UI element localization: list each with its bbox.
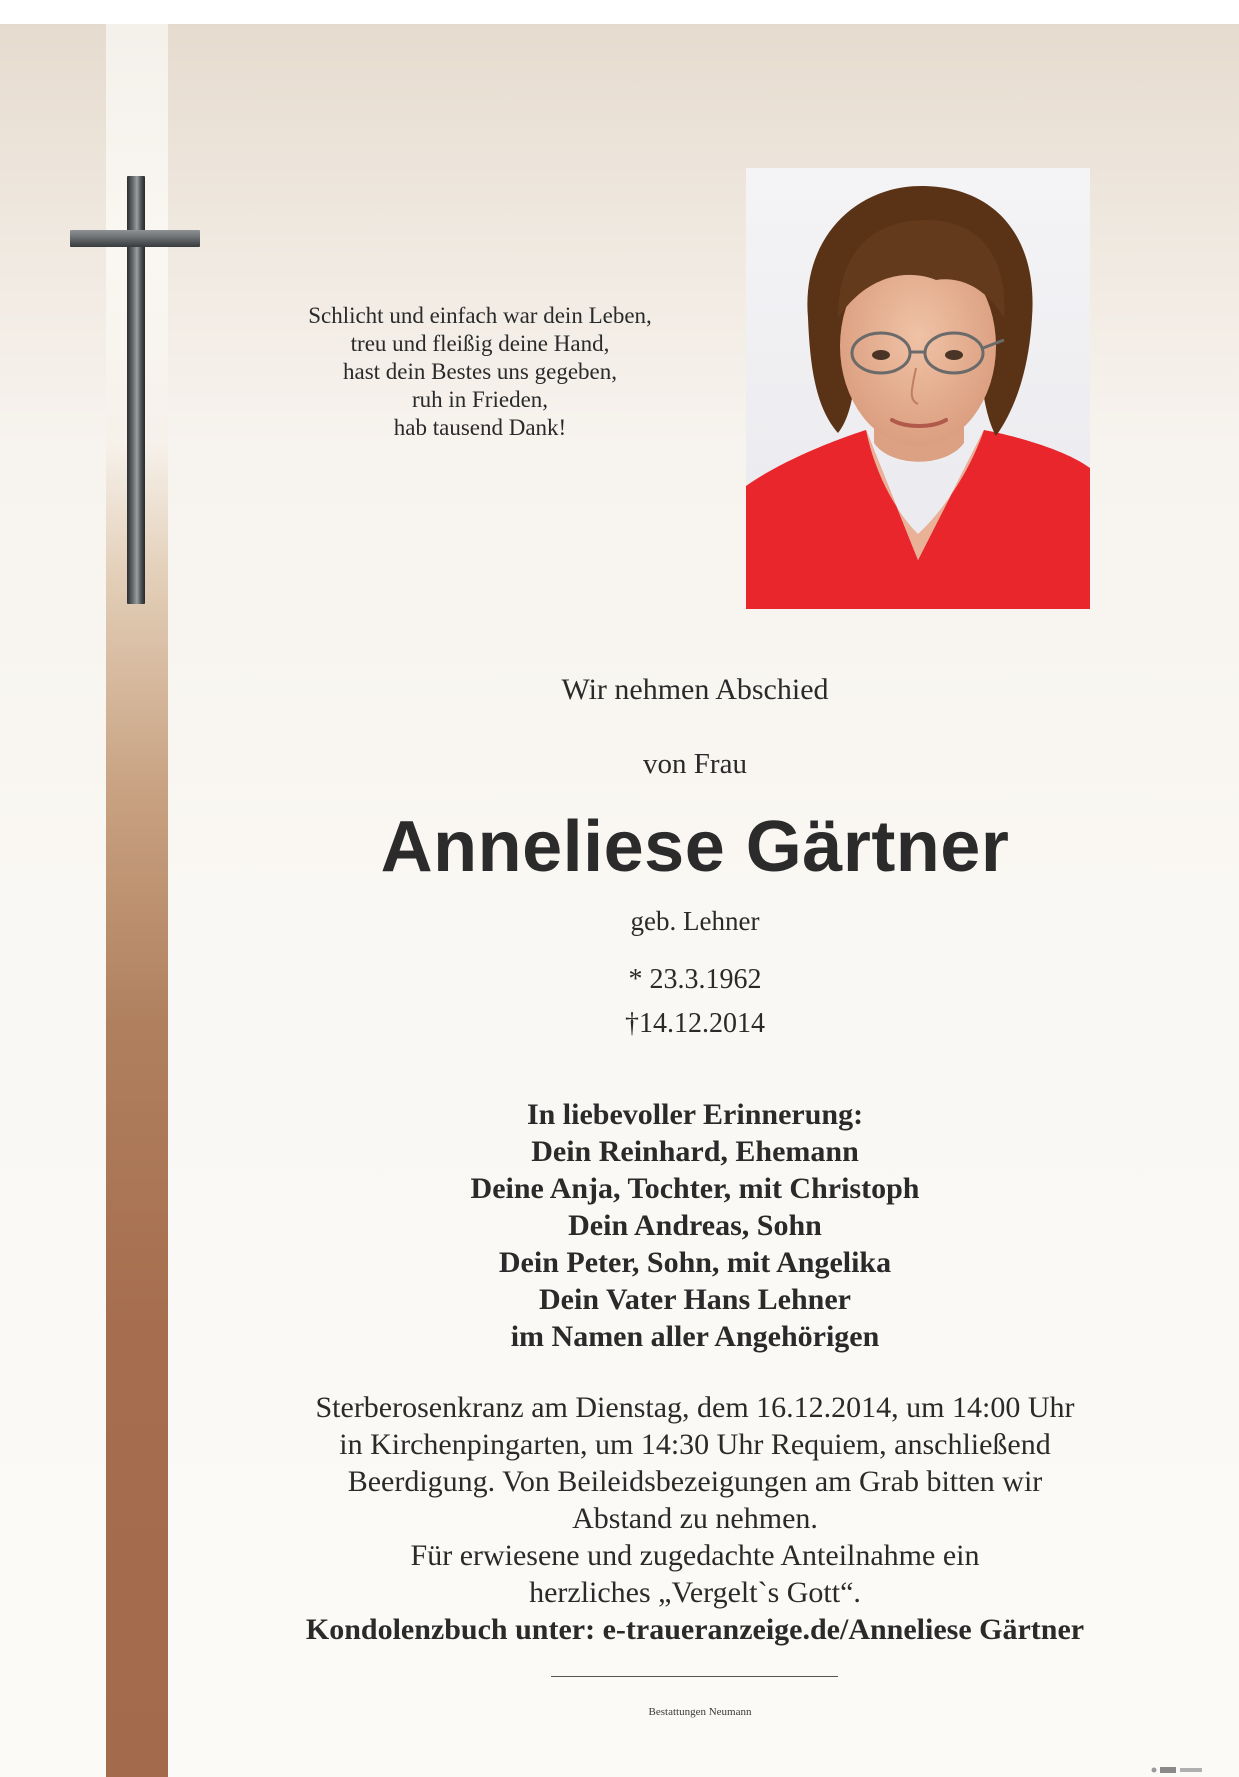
family-line: Deine Anja, Tochter, mit Christoph — [470, 1172, 920, 1205]
salutation: von Frau — [643, 748, 747, 780]
service-line: Für erwiesene und zugedachte Anteilnahme ein — [410, 1539, 980, 1572]
death-date: †14.12.2014 — [625, 1008, 765, 1039]
poem-line: hab tausend Dank! — [393, 415, 567, 440]
poem-line: hast dein Bestes uns gegeben, — [342, 359, 618, 384]
farewell-heading: Wir nehmen Abschied — [561, 673, 829, 706]
family-line: In liebevoller Erinnerung: — [526, 1098, 864, 1131]
service-line: Abstand zu nehmen. — [572, 1502, 818, 1535]
family-line: Dein Peter, Sohn, mit Angelika — [498, 1246, 892, 1279]
poem-line: Schlicht und einfach war dein Leben, — [308, 303, 652, 328]
undertaker-name: Bestattungen Neumann — [648, 1706, 752, 1718]
service-line: Beerdigung. Von Beileidsbezeigungen am Grab bitten wir — [347, 1465, 1043, 1498]
memorial-poem — [250, 302, 710, 442]
cross-icon — [70, 176, 200, 606]
family-line: Dein Andreas, Sohn — [568, 1209, 822, 1242]
portrait-photo — [746, 168, 1090, 609]
family-line: Dein Reinhard, Ehemann — [531, 1135, 859, 1168]
family-line: im Namen aller Angehörigen — [510, 1320, 880, 1353]
poem-line: treu und fleißig deine Hand, — [350, 331, 610, 356]
condolence-book-link[interactable]: Kondolenzbuch unter: e-traueranzeige.de/Anneliese Gärtner — [305, 1613, 1085, 1646]
service-line: herzliches „Vergelt`s Gott“. — [529, 1576, 861, 1609]
publisher-logo — [1150, 1762, 1230, 1776]
obituary-page — [0, 24, 1239, 1777]
poem-line: ruh in Frieden, — [411, 387, 549, 412]
service-line: Sterberosenkranz am Dienstag, dem 16.12.2014, um 14:00 Uhr — [315, 1391, 1075, 1424]
deceased-name: Anneliese Gärtner — [380, 807, 1010, 887]
portrait-illustration — [746, 168, 1090, 609]
family-list — [190, 1096, 1200, 1355]
service-line: in Kirchenpingarten, um 14:30 Uhr Requiem, anschließend — [339, 1428, 1051, 1461]
divider — [551, 1676, 838, 1677]
birth-date: * 23.3.1962 — [628, 964, 762, 995]
maiden-name: geb. Lehner — [630, 906, 760, 936]
service-info — [190, 1389, 1200, 1648]
family-line: Dein Vater Hans Lehner — [539, 1283, 851, 1316]
